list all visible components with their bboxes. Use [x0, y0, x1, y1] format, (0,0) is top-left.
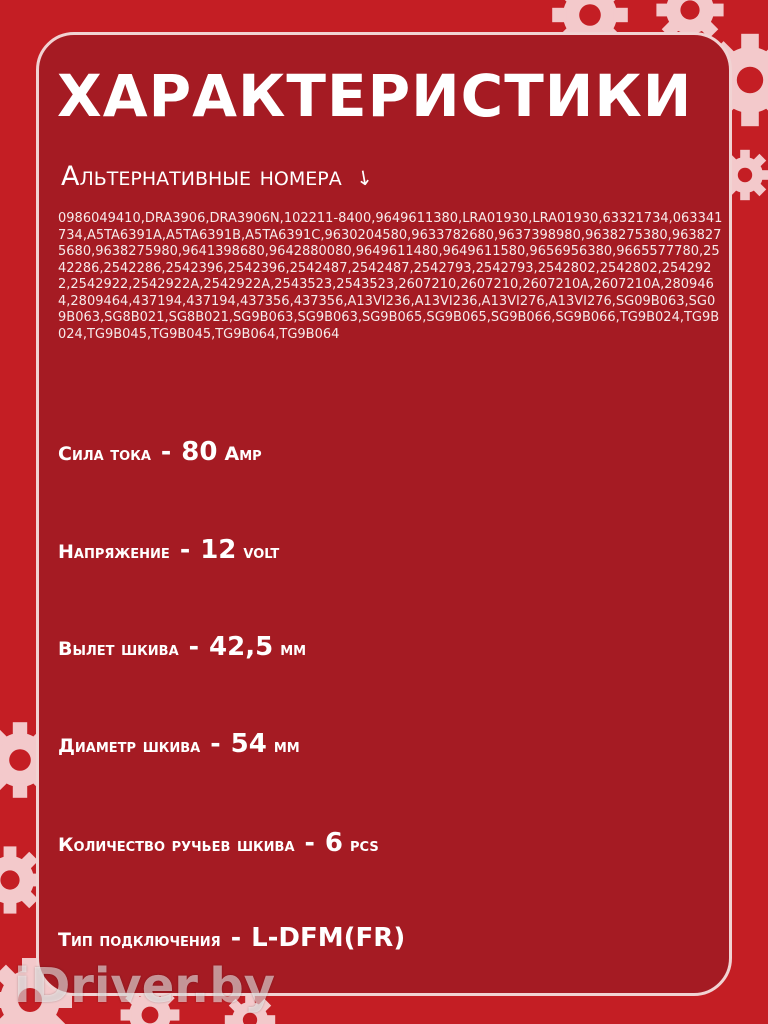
spec-label: Вылет шкива — [58, 638, 179, 660]
spec-unit: volt — [243, 541, 280, 563]
spec-current — [58, 437, 262, 477]
spec-connection-type — [58, 923, 405, 963]
spec-value: 54 — [230, 729, 267, 759]
spec-separator: - — [304, 828, 315, 857]
spec-value: 42,5 — [209, 632, 274, 662]
spec-pulley-grooves — [58, 828, 379, 868]
spec-unit: мм — [273, 735, 300, 757]
spec-label: Тип подключения — [58, 929, 221, 951]
spec-unit: Амр — [224, 443, 262, 465]
spec-value: 80 — [181, 437, 218, 467]
spec-pulley-diameter — [58, 729, 300, 769]
spec-unit: pcs — [350, 834, 379, 856]
alternative-numbers-label: Альтернативные номера — [61, 161, 342, 192]
spec-value: 12 — [200, 535, 237, 565]
spec-label: Сила тока — [58, 443, 151, 465]
spec-pulley-offset — [58, 632, 306, 672]
spec-separator: - — [230, 923, 242, 952]
arrow-down-right-icon: ↘ — [350, 161, 378, 192]
spec-label: Напряжение — [58, 541, 170, 563]
spec-separator: - — [160, 437, 172, 466]
spec-value: L-DFM(FR) — [251, 923, 406, 953]
spec-separator: - — [210, 729, 221, 758]
page-title: ХАРАКТЕРИСТИКИ — [57, 62, 693, 130]
spec-voltage — [58, 535, 279, 575]
spec-separator: - — [179, 535, 191, 564]
spec-label: Количество ручьев шкива — [58, 834, 295, 856]
spec-label: Диаметр шкива — [58, 735, 201, 757]
specs-card — [36, 32, 732, 996]
spec-value: 6 — [324, 828, 344, 858]
spec-separator: - — [188, 632, 200, 661]
spec-unit: мм — [280, 638, 307, 660]
alternative-numbers-list: 0986049410,DRA3906,DRA3906N,102211-8400,9649611380,LRA01930,LRA01930,63321734,063341734,A5TA6391A,A5TA6391B,A5TA6391C,9630204580,9633782680,9637398980,9638275380,9638275680,9638275980,9641398680,9642880080,9649611480,9649611580,9656956380,9665577780,2542286,2542286,2542396,2542396,2542487,2542487,2542793,2542793,2542802,2542802,2542922,2542922,2542922A,2542922A,2543523,2543523,2607210,2607210,2607210A,2607210A,2809464,2809464,437194,437194,437356,437356,A13VI236,A13VI236,A13VI276,A13VI276,SG09B063,SG09B063,SG8B021,SG8B021,SG9B063,SG9B063,SG9B065,SG9B065,SG9B066,SG9B066,TG9B024,TG9B024,TG9B045,TG9B045,TG9B064,TG9B064 — [58, 211, 723, 342]
watermark: iDriver.by — [14, 958, 275, 1014]
alternative-numbers-heading — [61, 161, 378, 192]
